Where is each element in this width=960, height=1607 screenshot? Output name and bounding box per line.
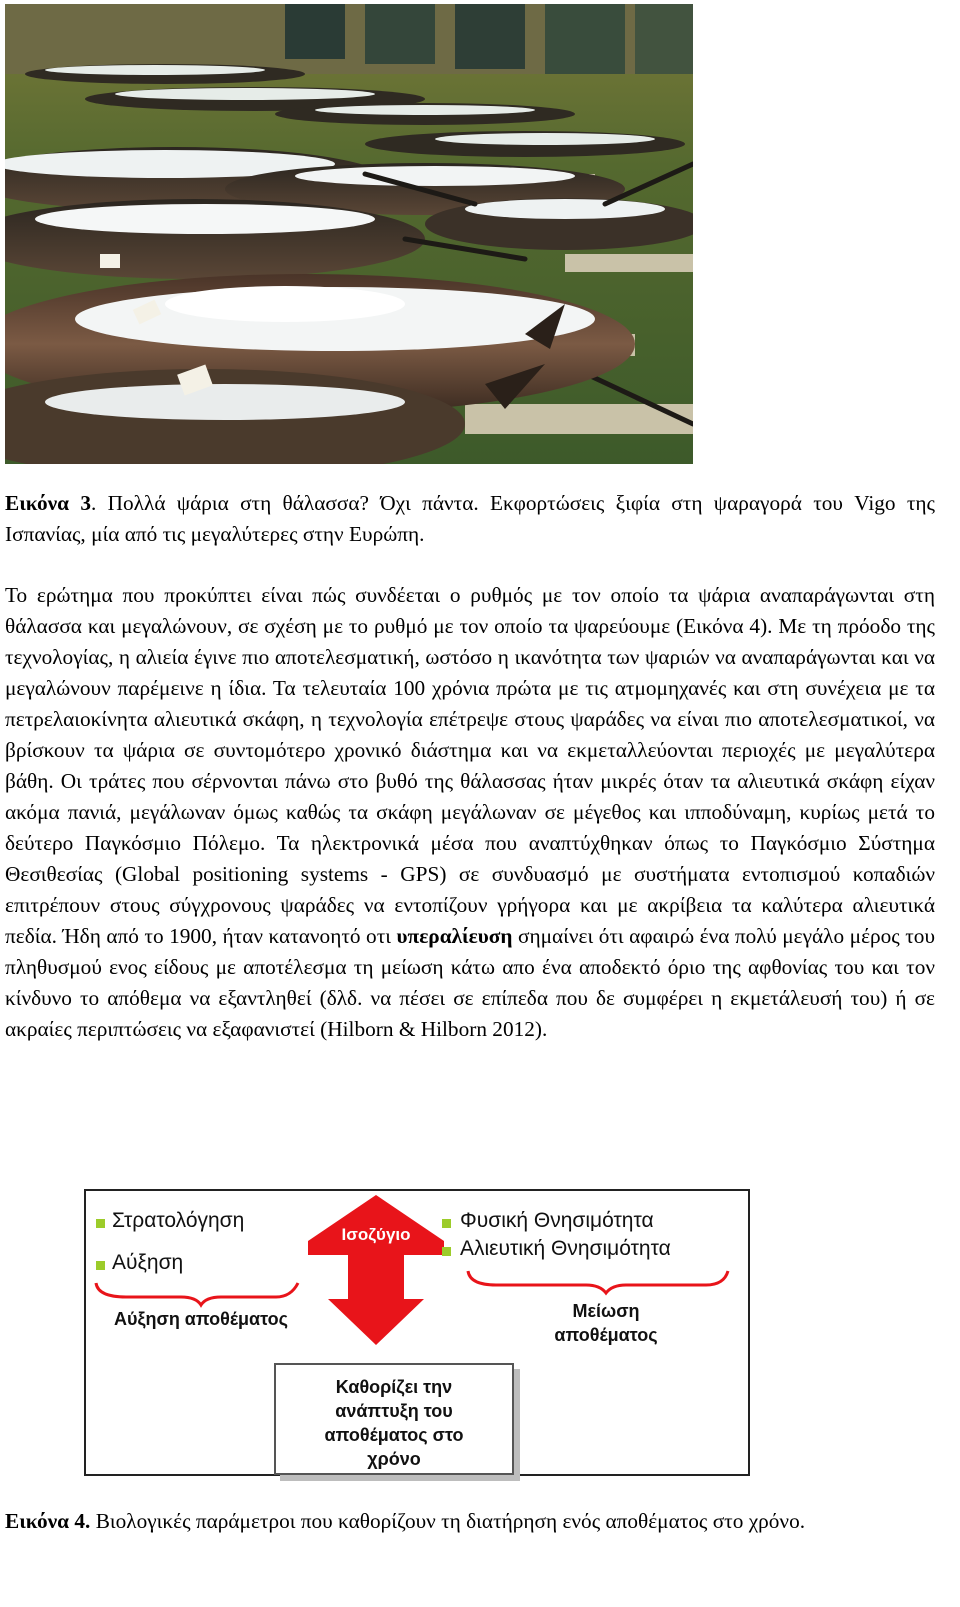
bullet-icon: [442, 1219, 451, 1228]
figure-4-caption: [5, 1506, 935, 1537]
paragraph-text-before: Το ερώτημα που προκύπτει είναι πώς συνδέεται ο ρυθμός με τον οποίο τα ψάρια αναπαράγωνται στη θάλασσα και μεγαλώνουν, σε σχέση με το ρυθμό με τον οποίο τα ψαρεύουμε (Εικόνα 4). Με τη πρόοδο της τεχνολογίας, η αλιεία έγινε πιο αποτελεσματική, ωστόσο η ικανότητα των ψαριών να αναπαράγωνται και να μεγαλώνουν παρέμεινε η ίδια. Τα τελευταία 100 χρόνια πρώτα με τις ατμομηχανές και στη συνέχεια με τα πετρελαιοκίνητα αλιευτικά σκάφη, η τεχνολογία επέτρεψε στους ψαράδες να είναι πιο αποτελεσματικοί, να βρίσκουν τα ψάρια σε συντομότερο χρονικό διάστημα και να εκμεταλλεύονται περιοχές με μεγαλύτερα βάθη. Οι τράτες που σέρνονται πάνω στο βυθό της θάλασσας ήταν μικρές όταν τα αλιευτικά σκάφη είχαν ακόμα πανιά, μεγάλωναν όμως καθώς τα σκάφη μεγάλωναν σε μέγεθος και ιπποδύναμη, κυρίως μετά το δεύτερο Παγκόσμιο Πόλεμο. Τα ηλεκτρονικά μέσα που αναπτύχθηκαν όπως το Παγκόσμιο Σύστημα Θεσιθεσίας (Global positioning systems - GPS) σε συνδυασμό με συστήματα εντοπισμού κοπαδιών επιτρέπουν στους σύγχρονους ψαράδες να εντοπίζουν γρήγορα και με ακρίβεια τα καλύτερα αλιευτικά πεδία. Ήδη από το 1900, ήταν κατανοητό οτι: [5, 583, 935, 948]
growth-label: Αύξηση: [112, 1251, 184, 1274]
stock-decrease-label: Μείωση αποθέματος: [554, 1301, 658, 1345]
left-brace: [96, 1283, 298, 1305]
bullet-icon: [442, 1247, 451, 1256]
figure-3-caption-text: . Πολλά ψάρια στη θάλασσα? Όχι πάντα. Εκφορτώσεις ξιφία στη ψαραγορά του Vigo της Ισπανίας, μία από τις μεγαλύτερες στην Ευρώπη.: [5, 491, 935, 546]
right-brace: [468, 1271, 728, 1293]
figure-4-label: Εικόνα 4.: [5, 1509, 91, 1533]
fishing-mortality-label: Αλιευτική Θνησιμότητα: [460, 1237, 671, 1260]
bullet-icon: [96, 1261, 105, 1270]
overfishing-term: υπεραλίευση: [396, 924, 513, 948]
paragraph-text-after: σημαίνει ότι αφαιρώ ένα πολύ μεγάλο μέρος του πληθυσμού ενος είδους με αποτέλεσμα τη μείωση κάτω απο ένα αποδεκτό όριο της αφθονίας του και τον κίνδυνο το απόθεμα να εξαντληθεί (δλδ. να πέσει σε επίπεδα που δε συμφέρει η εκμετάλευσή του) ή σε ακραίες περιπτώσεις να εξαφανιστεί (Hilborn & Hilborn 2012).: [5, 924, 935, 1041]
balance-arrow: [308, 1195, 444, 1345]
balance-label: Ισοζύγιο: [341, 1225, 411, 1244]
bullet-icon: [96, 1219, 105, 1228]
result-text: Καθορίζει την ανάπτυξη του αποθέματος στο χρόνο: [324, 1377, 464, 1469]
stock-increase-label: Αύξηση αποθέματος: [114, 1309, 288, 1329]
figure-3-label: Εικόνα 3: [5, 491, 92, 515]
figure-3-caption: [5, 488, 935, 550]
result-box: [274, 1363, 514, 1475]
recruitment-label: Στρατολόγηση: [112, 1209, 245, 1232]
figure-4-caption-text: Βιολογικές παράμετροι που καθορίζουν τη διατήρηση ενός αποθέματος στο χρόνο.: [90, 1509, 806, 1533]
natural-mortality-label: Φυσική Θνησιμότητα: [460, 1209, 654, 1232]
stock-balance-diagram: [84, 1189, 750, 1476]
main-paragraph: [5, 580, 935, 1045]
swordfish-market-photo: [5, 4, 693, 464]
